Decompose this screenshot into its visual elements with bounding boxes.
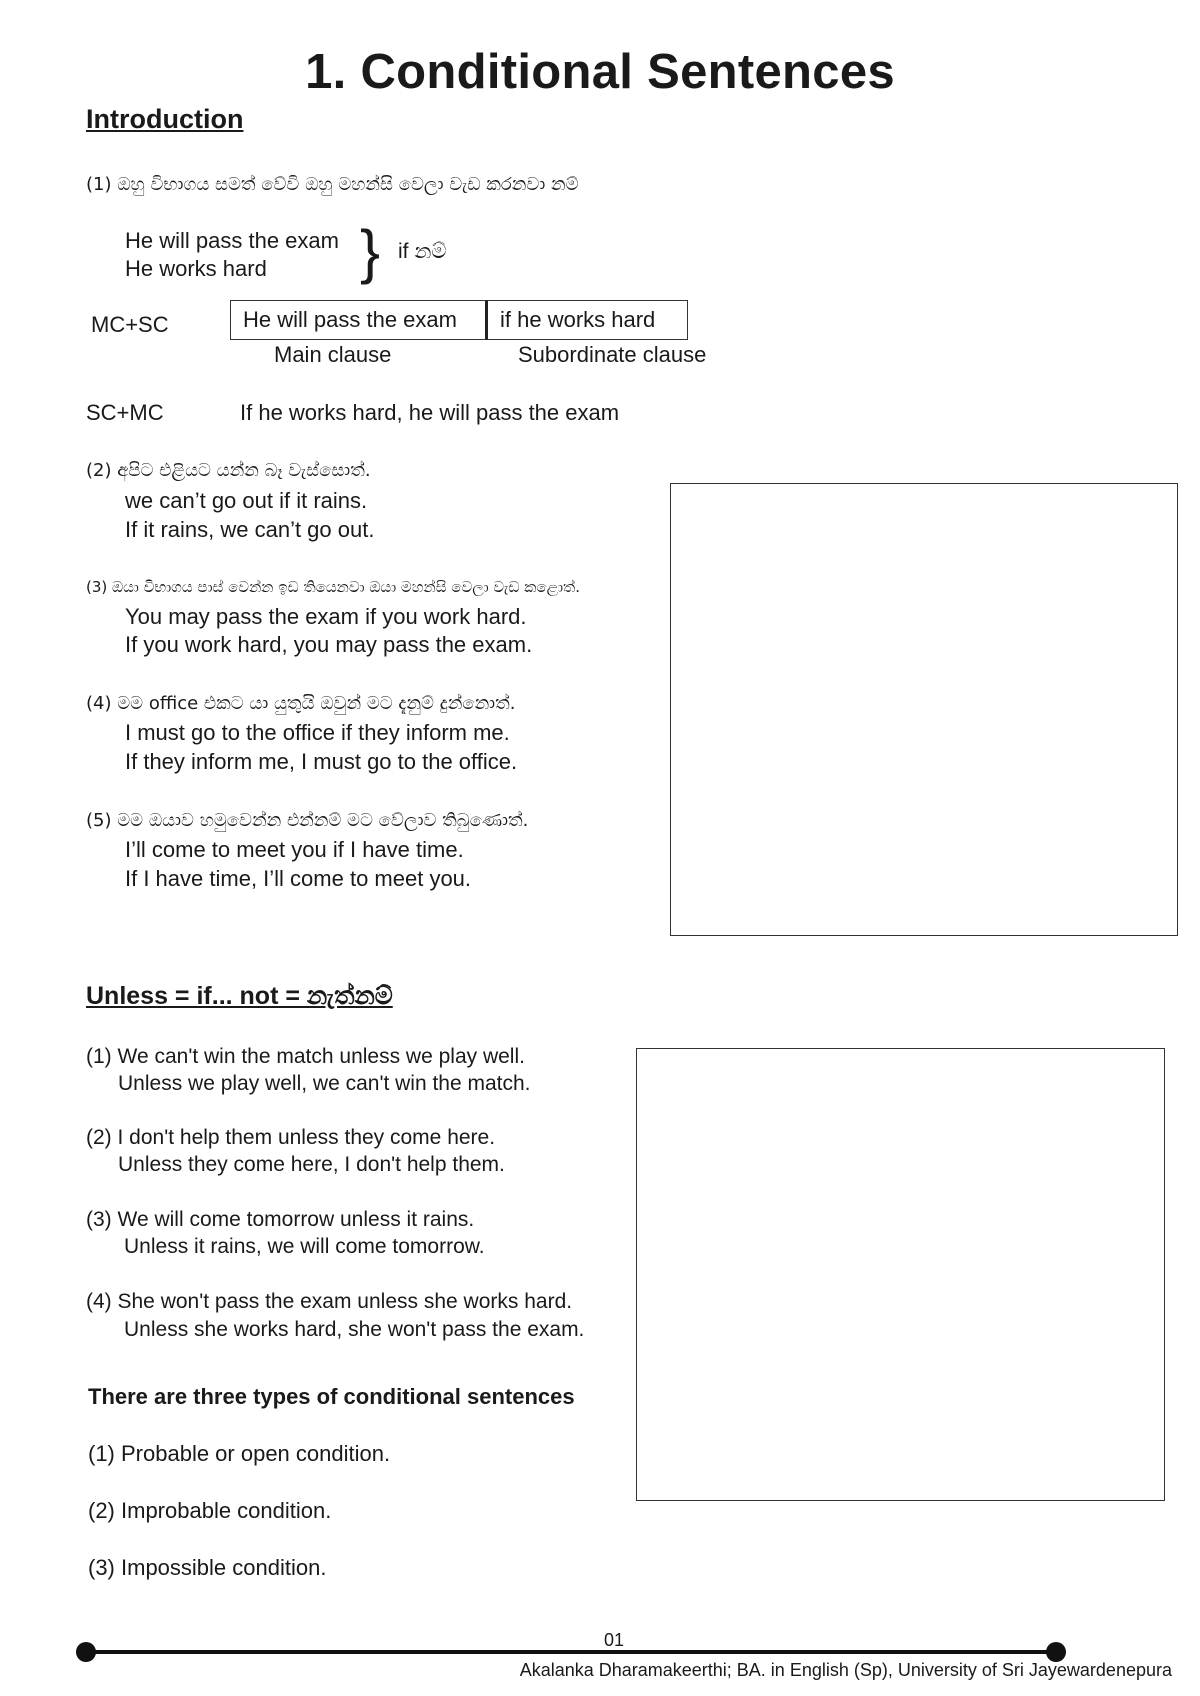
subordinate-clause-box: if he works hard	[488, 300, 688, 340]
clause-box	[230, 300, 688, 340]
unless-example: (3) We will come tomorrow unless it rains.	[86, 1208, 475, 1231]
introduction-heading: Introduction	[86, 104, 244, 134]
unless-example: Unless they come here, I don't help them.	[118, 1153, 505, 1176]
example-english: If they inform me, I must go to the office.	[125, 749, 518, 774]
unless-example: (4) She won't pass the exam unless she works hard.	[86, 1290, 573, 1313]
example-sinhala: (4) මම office එකට යා යුතුයි ඔවුන් මට දැනුම් දුන්නොත්.	[86, 693, 516, 714]
example-english: If I have time, I’ll come to meet you.	[125, 866, 472, 891]
example-1-line2: He works hard	[125, 256, 267, 281]
example-english: You may pass the exam if you work hard.	[125, 604, 527, 629]
footer-rule	[86, 1650, 1056, 1654]
unless-example: Unless she works hard, she won't pass the exam.	[124, 1318, 585, 1341]
condition-type: (1) Probable or open condition.	[88, 1441, 391, 1466]
if-label: if නම්	[398, 240, 447, 263]
example-sinhala: (2) අපිට එළියට යන්න බෑ වැස්සොත්.	[86, 460, 371, 481]
example-english: If it rains, we can’t go out.	[125, 517, 375, 542]
unless-heading: Unless = if... not = නැත්නම්	[86, 982, 393, 1010]
page-title: 1. Conditional Sentences	[305, 45, 895, 99]
scmc-label: SC+MC	[86, 400, 164, 425]
page-number: 01	[604, 1630, 625, 1650]
blank-box-2	[636, 1048, 1165, 1501]
condition-type: (2) Improbable condition.	[88, 1498, 332, 1523]
unless-example: Unless it rains, we will come tomorrow.	[124, 1235, 485, 1258]
blank-box-1	[670, 483, 1178, 936]
example-english: we can’t go out if it rains.	[125, 488, 368, 513]
unless-example: (2) I don't help them unless they come here.	[86, 1126, 496, 1149]
scmc-sentence: If he works hard, he will pass the exam	[240, 400, 620, 425]
example-sinhala: (5) මම ඔයාව හමුවෙන්න එන්නම් මට වේලාව තිබුණොත්.	[86, 810, 529, 831]
footer-dot-left	[76, 1642, 96, 1662]
unless-example: Unless we play well, we can't win the match.	[118, 1072, 531, 1095]
unless-example: (1) We can't win the match unless we play well.	[86, 1045, 525, 1068]
example-sinhala: (3) ඔයා විභාගය පාස් වෙන්න ඉඩ තියෙනවා ඔයා මහන්සි වෙලා වැඩ කළොත්.	[86, 578, 580, 596]
condition-type: (3) Impossible condition.	[88, 1555, 327, 1580]
example-1-line1: He will pass the exam	[125, 228, 339, 253]
main-clause-box: He will pass the exam	[230, 300, 488, 340]
main-clause-caption: Main clause	[274, 342, 392, 367]
example-english: I must go to the office if they inform me.	[125, 720, 510, 745]
footer-dot-right	[1046, 1642, 1066, 1662]
types-heading: There are three types of conditional sentences	[88, 1384, 575, 1409]
example-english: I’ll come to meet you if I have time.	[125, 837, 464, 862]
example-1-sinhala: (1) ඔහු විභාගය සමත් වේවි ඔහු මහන්සි වෙලා වැඩ කරනවා නම්	[86, 174, 579, 195]
mcsc-label: MC+SC	[91, 312, 169, 337]
right-brace: }	[360, 218, 381, 285]
subordinate-clause-caption: Subordinate clause	[518, 342, 707, 367]
example-english: If you work hard, you may pass the exam.	[125, 632, 533, 657]
footer-credit: Akalanka Dharamakeerthi; BA. in English (Sp), University of Sri Jayewardenepura	[519, 1660, 1172, 1680]
